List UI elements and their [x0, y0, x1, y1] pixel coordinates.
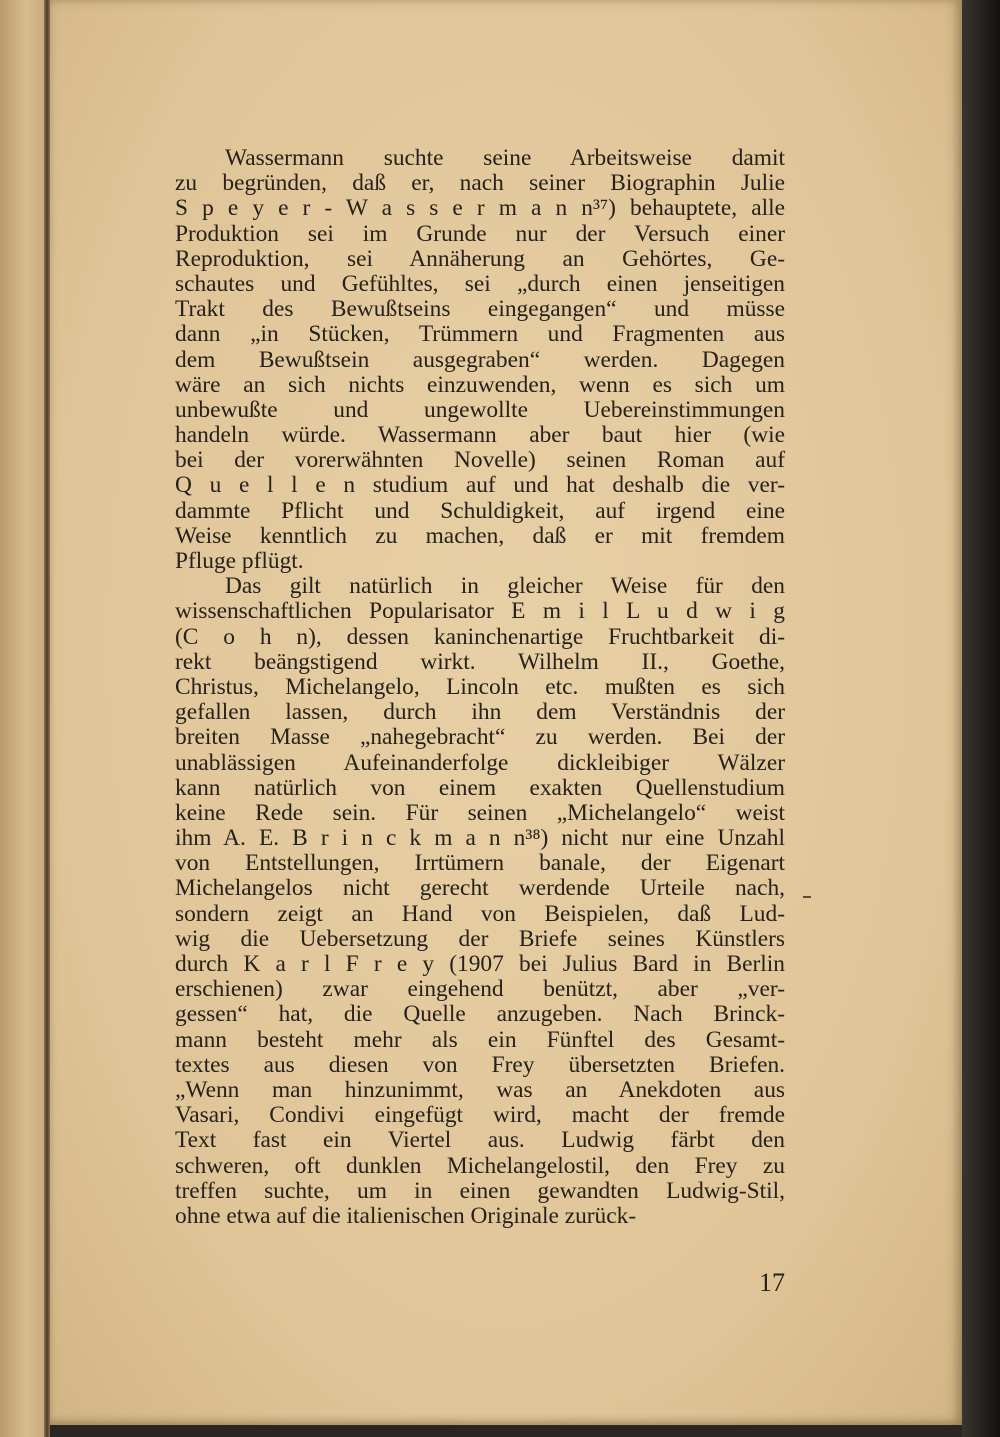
text-line: rekt beängstigend wirkt. Wilhelm II., Goethe,	[175, 648, 785, 675]
text-line: dem Bewußtsein ausgegraben“ werden. Dagegen	[175, 346, 785, 373]
text-line: Pfluge pflügt.	[175, 548, 304, 574]
text-line: Christus, Michelangelo, Lincoln etc. mußten es sich	[175, 673, 785, 700]
text-line: Weise kenntlich zu machen, daß er mit fremdem	[175, 522, 785, 549]
text-line: Vasari, Condivi eingefügt wird, macht der fremde	[175, 1102, 785, 1129]
text-line: erschienen) zwar eingehend benützt, aber „ver-	[175, 976, 785, 1003]
scan-bottom-edge	[50, 1425, 962, 1437]
text-line: textes aus diesen von Frey übersetzten Briefen.	[175, 1051, 785, 1078]
text-line: ohne etwa auf die italienischen Originale zurück-	[175, 1202, 637, 1229]
text-line: kann natürlich von einem exakten Quellenstudium	[175, 774, 785, 801]
text-line: S p e y e r - W a s s e r m a n n³⁷) behauptete, alle	[175, 195, 785, 222]
text-line: bei der vorerwähnten Novelle) seinen Roman auf	[175, 447, 785, 474]
text-line: Das gilt natürlich in gleicher Weise für den	[225, 573, 785, 600]
text-line: wissenschaftlichen Popularisator E m i l L u d w i g	[175, 598, 785, 625]
text-line: dann „in Stücken, Trümmern und Fragmenten aus	[175, 321, 785, 348]
text-line: Trakt des Bewußtseins eingegangen“ und müsse	[175, 296, 785, 323]
text-line: treffen suchte, um in einen gewandten Ludwig-Stil,	[175, 1177, 785, 1204]
text-line: gefallen lassen, durch ihn dem Verständnis der	[175, 699, 785, 726]
scan-right-edge	[962, 0, 1000, 1437]
paragraph	[175, 574, 785, 1229]
text-line: gessen“ hat, die Quelle anzugeben. Nach Brinck-	[175, 1001, 785, 1028]
body-text	[175, 146, 785, 1229]
text-line: mann besteht mehr als ein Fünftel des Gesamt-	[175, 1026, 785, 1053]
text-line: sondern zeigt an Hand von Beispielen, daß Lud-	[175, 900, 785, 927]
text-line: Produktion sei im Grunde nur der Versuch einer	[175, 220, 785, 247]
text-line: Reproduktion, sei Annäherung an Gehörtes, Ge-	[175, 245, 785, 272]
text-line: durch K a r l F r e y (1907 bei Julius Bard in Berlin	[175, 951, 785, 977]
text-line: Text fast ein Viertel aus. Ludwig färbt den	[175, 1127, 785, 1154]
text-line: unbewußte und ungewollte Uebereinstimmungen	[175, 396, 785, 423]
text-line: dammte Pflicht und Schuldigkeit, auf irgend eine	[175, 497, 785, 524]
text-line: zu begründen, daß er, nach seiner Biographin Julie	[175, 170, 785, 197]
text-line: ihm A. E. B r i n c k m a n n³⁸) nicht nur eine Unzahl	[175, 825, 785, 852]
text-line: wäre an sich nichts einzuwenden, wenn es sich um	[175, 371, 785, 398]
text-line: schautes und Gefühltes, sei „durch einen jenseitigen	[175, 270, 785, 297]
text-line: von Entstellungen, Irrtümern banale, der Eigenart	[175, 850, 785, 877]
text-line: Wassermann suchte seine Arbeitsweise damit	[225, 145, 785, 171]
text-line: unablässigen Aufeinanderfolge dickleibiger Wälzer	[175, 749, 785, 776]
text-line: Michelangelos nicht gerecht werdende Urteile nach,	[175, 875, 785, 902]
text-line: Q u e l l e n studium auf und hat deshalb die ver-	[175, 472, 785, 499]
margin-mark	[803, 896, 811, 898]
scan-left-edge	[0, 0, 44, 1437]
text-line: wig die Uebersetzung der Briefe seines Künstlers	[175, 925, 785, 952]
text-line: keine Rede sein. Für seinen „Michelangelo“ weist	[175, 799, 785, 826]
text-line: (C o h n), dessen kaninchenartige Fruchtbarkeit di-	[175, 623, 785, 650]
page-number: 17	[759, 1268, 785, 1297]
text-line: schweren, oft dunklen Michelangelostil, den Frey zu	[175, 1152, 785, 1179]
text-line: „Wenn man hinzunimmt, was an Anekdoten aus	[175, 1076, 785, 1103]
paragraph	[175, 146, 785, 574]
text-line: handeln würde. Wassermann aber baut hier (wie	[175, 422, 785, 449]
text-line: breiten Masse „nahegebracht“ zu werden. Bei der	[175, 724, 785, 751]
